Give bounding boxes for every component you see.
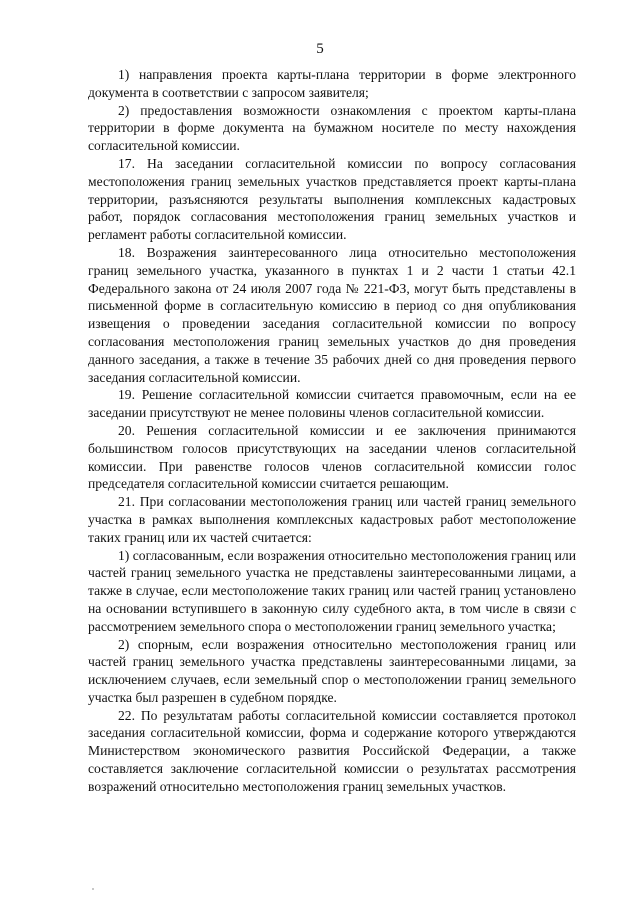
document-body <box>88 66 576 796</box>
paragraph-item-1: 1) направления проекта карты-плана территории в форме электронного документа в соответствии с запросом заявителя; <box>88 67 576 100</box>
paragraph-20: 20. Решения согласительной комиссии и ее заключения принимаются большинством голосов присутствующих на заседании членов согласительной комиссии. При равенстве голосов членов согласительной комиссии голос председателя согласительной комиссии считается решающим. <box>88 422 576 492</box>
paragraph-21: 21. При согласовании местоположения границ или частей границ земельного участка в рамках выполнения комплексных кадастровых работ местоположение таких границ или их частей считается: <box>88 494 576 545</box>
paragraph-17: 17. На заседании согласительной комиссии по вопросу согласования местоположения границ земельных участков представляется проект карты-плана территории, разъясняются результаты выполнения комплексных кадастровых работ, порядок согласования местоположения границ земельных участков и регламент работы согласительной комиссии. <box>88 155 576 243</box>
scan-speck <box>92 888 94 890</box>
paragraph-item-2: 2) предоставления возможности ознакомления с проектом карты-плана территории в форме документа на бумажном носителе по месту нахождения согласительной комиссии. <box>88 102 576 154</box>
page-number: 5 <box>316 41 324 57</box>
paragraph-19: 19. Решение согласительной комиссии считается правомочным, если на ее заседании присутствуют не менее половины членов согласительной комиссии. <box>88 387 576 421</box>
paragraph-21-item-2: 2) спорным, если возражения относительно местоположения границ или частей границ земельного участка представлены заинтересованными лицами, за исключением случаев, если земельный спор о местоположении границ земельного участка был разрешен в судебном порядке. <box>88 636 576 705</box>
paragraph-18: 18. Возражения заинтересованного лица относительно местоположения границ земельного участка, указанного в пунктах 1 и 2 части 1 статьи 42.1 Федерального закона от 24 июля 2007 года № 221-ФЗ, могут быть представлены в письменной форме в согласительную комиссию в период со дня опубликования извещения о проведении заседания согласительной комиссии по вопросу согласования местоположения границ земельных участков до дня проведения данного заседания, а также в течение 35 рабочих дней со дня проведения первого заседания согласительной комиссии. <box>88 244 576 385</box>
paragraph-21-item-1: 1) согласованным, если возражения относительно местоположения границ или частей границ земельного участка не представлены заинтересованными лицами, а также в случае, если местоположение таких границ или частей границ установлено на основании вступившего в законную силу судебного акта, в том числе в связи с рассмотрением земельного спора о местоположении границ земельного участка; <box>88 547 576 634</box>
paragraph-22: 22. По результатам работы согласительной комиссии составляется протокол заседания согласительной комиссии, форма и содержание которого утверждаются Министерством экономического развития Российской Федерации, а также составляется заключение согласительной комиссии о результатах рассмотрения возражений относительно местоположения границ земельных участков. <box>88 707 576 794</box>
